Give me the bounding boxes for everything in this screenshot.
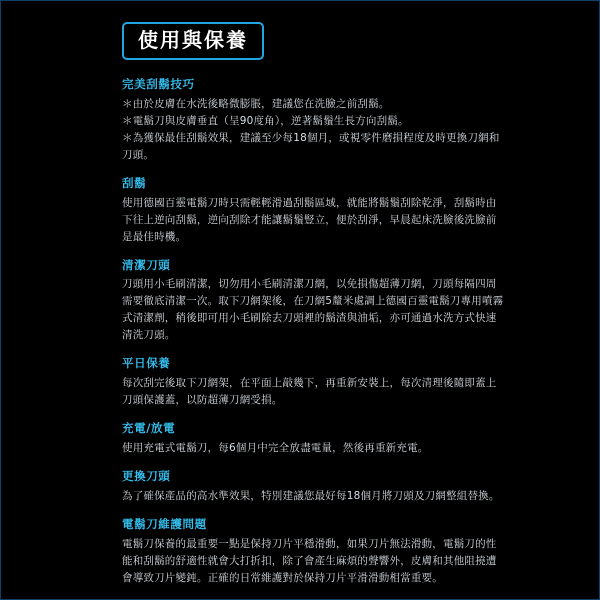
section-line: 每次刮完後取下刀網架，在平面上敲幾下，再重新安裝上，每次清理後隨即蓋上刀頭保護蓋，以防超薄刀網受損。 xyxy=(122,377,497,407)
section-body xyxy=(122,488,504,505)
section-charge-discharge xyxy=(122,422,504,457)
section-body xyxy=(122,375,504,409)
section-heading: 更換刀頭 xyxy=(122,468,171,483)
section-heading: 充電/放電 xyxy=(122,421,176,436)
section-heading: 平日保養 xyxy=(122,356,171,371)
section-line: 使用充電式電鬍刀，每6個月中完全放盡電量，然後再重新充電。 xyxy=(122,441,429,454)
section-body xyxy=(122,276,504,344)
section-clean-head xyxy=(122,259,504,345)
section-body xyxy=(122,440,504,457)
section-line: 電鬍刀保養的最重要一點是保持刀片平穩滑動，如果刀片無法滑動，電鬍刀的性能和刮鬍的舒適性就會大打折扣，除了會產生麻煩的聲響外，皮膚和其他阻撓遭會導致刀片變鈍。正確的日常維護對於保持刀片平滑滑動相當重要。 xyxy=(122,537,497,584)
section-heading: 完美刮鬍技巧 xyxy=(122,77,195,91)
section-line: 為了確保產品的高水準效果，特別建議您最好每18個月將刀頭及刀網整組替換。 xyxy=(122,489,500,502)
section-heading: 刮鬍 xyxy=(122,175,147,190)
section-body xyxy=(122,96,504,164)
section-heading: 清潔刀頭 xyxy=(122,257,171,272)
section-shaving xyxy=(122,177,504,246)
section-line: ＊由於皮膚在水洗後略微膨脹，建議您在洗臉之前刮鬍。 xyxy=(122,97,390,110)
section-line: 使用德國百靈電鬍刀時只需輕輕滑過刮鬍區域，就能將鬍鬚刮除乾淨，刮鬍時由下往上逆向刮鬍，逆向刮除才能讓鬍鬚豎立，便於刮淨，早晨起床洗臉後洗臉前是最佳時機。 xyxy=(122,196,497,243)
section-line: ＊電鬍刀與皮膚垂直（呈90度角），逆著鬍鬚生長方向刮鬍。 xyxy=(122,114,409,127)
section-body xyxy=(122,195,504,246)
section-line: ＊為獲保最佳刮鬍效果，建議至少每18個月，或視零件磨損程度及時更換刀網和刀頭。 xyxy=(122,131,500,161)
section-daily-care xyxy=(122,357,504,409)
section-replace-head xyxy=(122,470,504,505)
section-line: 刀頭用小毛刷清潔，切勿用小毛刷清潔刀網，以免損傷超薄刀網，刀頭每隔四周需要徹底清潔一次。取下刀網架後，在刀網5釐米處調上德國百靈電鬍刀專用噴霧式清潔劑，稍後即可用小毛刷除去刀頭裡的鬍渣與油垢，亦可通過水洗方式快速清洗刀頭。 xyxy=(122,278,504,342)
section-body xyxy=(122,536,504,587)
title-box xyxy=(122,22,264,60)
section-heading: 電鬍刀維護問題 xyxy=(122,516,207,531)
section-shaving-tips xyxy=(122,78,504,164)
page-title xyxy=(122,22,504,60)
title-text: 使用與保養 xyxy=(138,28,248,52)
section-maintenance-issues xyxy=(122,518,504,587)
